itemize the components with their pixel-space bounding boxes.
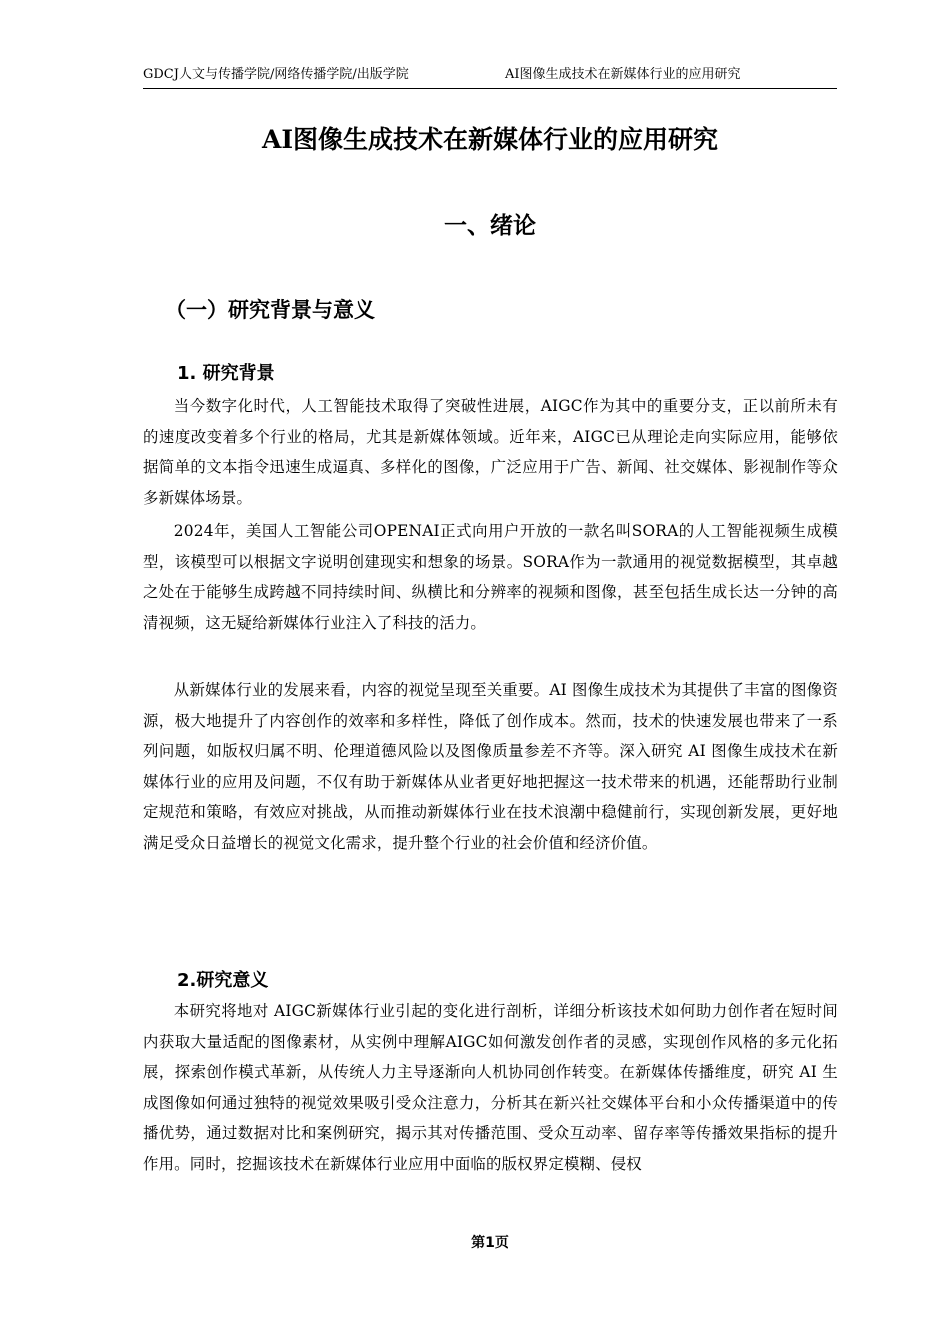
section-heading: （一）研究背景与意义	[165, 298, 375, 322]
subsection-heading-significance: 2.研究意义	[177, 970, 269, 991]
chapter-heading: 一、绪论	[444, 212, 536, 239]
document-title: AI图像生成技术在新媒体行业的应用研究	[261, 125, 719, 154]
paragraph: 从新媒体行业的发展来看，内容的视觉呈现至关重要。AI 图像生成技术为其提供了丰富的图像资源，极大地提升了内容创作的效率和多样性，降低了创作成本。然而，技术的快速发展也带来了一系列问题，如版权归属不明、伦理道德风险以及图像质量参差不齐等。深入研究 AI 图像生成技术在新媒体行业的应用及问题，不仅有助于新媒体从业者更好地把握这一技术带来的机遇，还能帮助行业制定规范和策略，有效应对挑战，从而推动新媒体行业在技术浪潮中稳健前行，实现创新发展，更好地满足受众日益增长的视觉文化需求，提升整个行业的社会价值和经济价值。	[143, 681, 838, 852]
paragraph: 2024年，美国人工智能公司OPENAI正式向用户开放的一款名叫SORA的人工智能视频生成模型，该模型可以根据文字说明创建现实和想象的场景。SORA作为一款通用的视觉数据模型，其卓越之处在于能够生成跨越不同持续时间、纵横比和分辨率的视频和图像，甚至包括生成长达一分钟的高清视频，这无疑给新媒体行业注入了科技的活力。	[143, 522, 838, 632]
paragraph: 当今数字化时代，人工智能技术取得了突破性进展，AIGC作为其中的重要分支，正以前所未有的速度改变着多个行业的格局，尤其是新媒体领域。近年来，AIGC已从理论走向实际应用，能够依据简单的文本指令迅速生成逼真、多样化的图像，广泛应用于广告、新闻、社交媒体、影视制作等众多新媒体场景。	[143, 397, 838, 507]
header-institution: GDCJ人文与传播学院/网络传播学院/出版学院	[143, 67, 409, 82]
page-header	[143, 64, 837, 89]
header-doc-title: AI图像生成技术在新媒体行业的应用研究	[505, 67, 741, 82]
page-number: 第1页	[471, 1235, 509, 1251]
paragraph: 本研究将地对 AIGC新媒体行业引起的变化进行剖析，详细分析该技术如何助力创作者在短时间内获取大量适配的图像素材，从实例中理解AIGC如何激发创作者的灵感，实现创作风格的多元化拓展，探索创作模式革新，从传统人力主导逐渐向人机协同创作转变。在新媒体传播维度，研究 AI 生成图像如何通过独特的视觉效果吸引受众注意力，分析其在新兴社交媒体平台和小众传播渠道中的传播优势，通过数据对比和案例研究，揭示其对传播范围、受众互动率、留存率等传播效果指标的提升作用。同时，挖掘该技术在新媒体行业应用中面临的版权界定模糊、侵权	[143, 1002, 838, 1173]
subsection-heading-background: 1. 研究背景	[177, 363, 275, 384]
